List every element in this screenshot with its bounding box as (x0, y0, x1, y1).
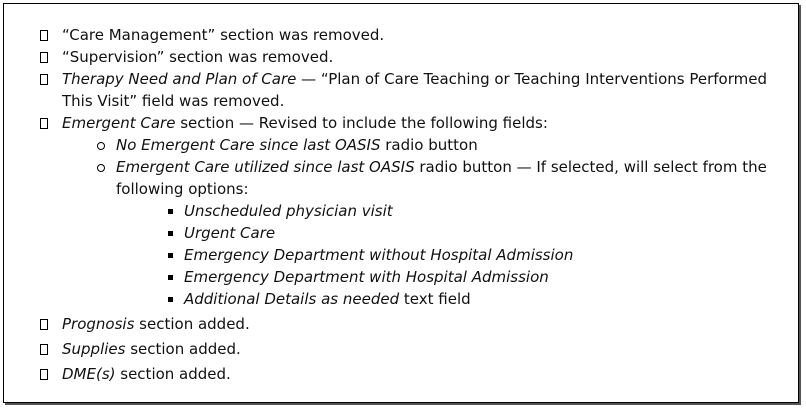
item-text: section added. (125, 340, 241, 358)
sub-item-italic-label: Emergent Care utilized since last OASIS (116, 158, 415, 176)
item-italic-label: Therapy Need and Plan of Care (62, 70, 297, 88)
checkbox-bullet-icon (40, 30, 48, 41)
sub-item-text: radio button — If selected, will select from the following options: (116, 158, 767, 198)
item-text: “Supervision” section was removed. (62, 48, 334, 66)
checkbox-bullet-icon (40, 118, 48, 129)
circle-bullet-icon (97, 142, 105, 150)
item-italic-label: Supplies (62, 340, 126, 358)
option-italic-label: Additional Details as needed (184, 290, 400, 308)
list-item-prognosis (40, 313, 778, 335)
change-list (40, 24, 778, 385)
item-text: — “Plan of Care Teaching or Teaching Interventions Performed This Visit” field was removed. (62, 70, 767, 110)
option-item (40, 244, 778, 266)
square-bullet-icon (168, 275, 173, 280)
square-bullet-icon (168, 253, 173, 258)
option-item (40, 288, 778, 310)
sub-item-text: radio button (380, 136, 478, 154)
option-item (40, 222, 778, 244)
option-italic-label: Emergency Department with Hospital Admission (184, 268, 549, 286)
checkbox-bullet-icon (40, 369, 48, 380)
sub-item-no-emergent-care (40, 134, 778, 156)
checkbox-bullet-icon (40, 52, 48, 63)
checkbox-bullet-icon (40, 319, 48, 330)
item-text: section — Revised to include the following fields: (175, 114, 548, 132)
list-item-supervision (40, 46, 778, 68)
square-bullet-icon (168, 297, 173, 302)
item-italic-label: Prognosis (62, 315, 135, 333)
list-item-therapy-need (40, 68, 778, 112)
checkbox-bullet-icon (40, 74, 48, 85)
square-bullet-icon (168, 231, 173, 236)
list-item-supplies (40, 338, 778, 360)
sub-item-italic-label: No Emergent Care since last OASIS (116, 136, 381, 154)
list-item-emergent-care (40, 112, 778, 134)
option-italic-label: Urgent Care (184, 224, 276, 242)
item-italic-label: DME(s) (62, 365, 116, 383)
change-list-box (3, 3, 799, 403)
circle-bullet-icon (97, 164, 105, 172)
item-text: “Care Management” section was removed. (62, 26, 385, 44)
square-bullet-icon (168, 209, 173, 214)
item-text: section added. (134, 315, 250, 333)
item-italic-label: Emergent Care (62, 114, 176, 132)
option-item (40, 266, 778, 288)
sub-item-emergent-care-utilized (40, 156, 778, 200)
list-item-care-management (40, 24, 778, 46)
option-text: text field (399, 290, 471, 308)
option-item (40, 200, 778, 222)
list-item-dme (40, 363, 778, 385)
option-italic-label: Unscheduled physician visit (184, 202, 393, 220)
item-text: section added. (115, 365, 231, 383)
option-italic-label: Emergency Department without Hospital Admission (184, 246, 574, 264)
checkbox-bullet-icon (40, 344, 48, 355)
